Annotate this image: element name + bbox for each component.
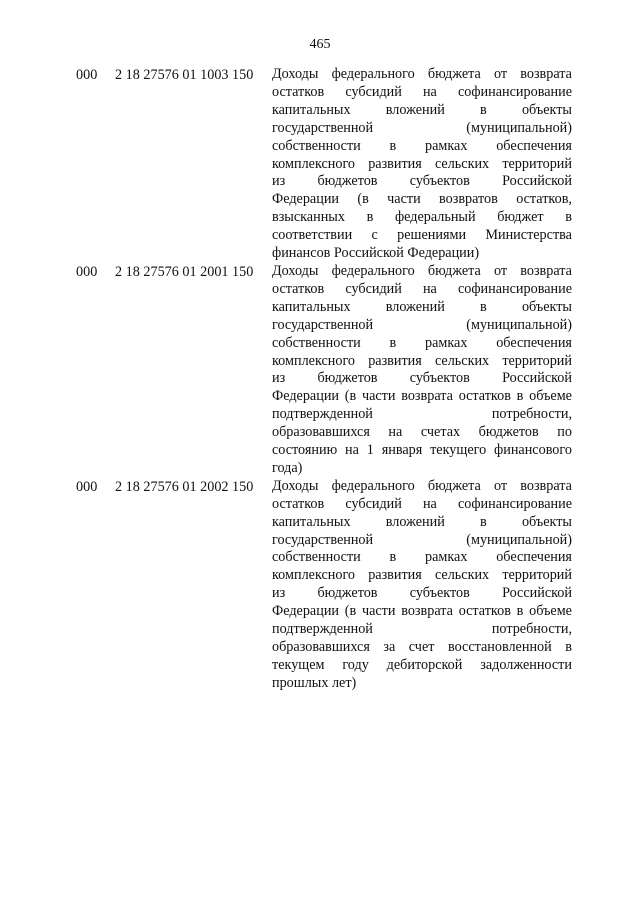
description-line bbox=[272, 424, 572, 442]
description-word: бюджета bbox=[427, 262, 481, 279]
description-word: объеме bbox=[529, 603, 572, 620]
description-word: (в bbox=[344, 603, 357, 620]
description-word: из bbox=[272, 370, 286, 387]
description-word: комплексного bbox=[272, 567, 356, 584]
description-word: части bbox=[361, 603, 396, 620]
budget-entry bbox=[0, 66, 640, 263]
description-word: субсидий bbox=[345, 280, 402, 297]
description-word: подтвержденной bbox=[272, 406, 373, 423]
description-line bbox=[272, 639, 572, 657]
description-word: Российской bbox=[502, 370, 572, 387]
description-word: в bbox=[565, 639, 572, 655]
description-line bbox=[272, 156, 572, 174]
description-word: счет bbox=[408, 639, 435, 655]
description-word: состоянию bbox=[272, 442, 338, 459]
description-word: финансов Российской Федерации) bbox=[272, 245, 480, 262]
description-word: возврата bbox=[401, 603, 453, 620]
description-word: бюджета bbox=[427, 477, 481, 494]
description-word: в bbox=[480, 101, 487, 118]
description-word: Российской bbox=[502, 173, 572, 190]
description-line bbox=[272, 227, 572, 245]
entry-description bbox=[272, 478, 572, 693]
description-word: комплексного bbox=[272, 155, 356, 172]
description-word: остатков bbox=[272, 83, 325, 100]
description-word: соответствии bbox=[272, 227, 353, 244]
budget-classification-code: 2 18 27576 01 2002 150 bbox=[115, 478, 254, 495]
description-word: текущем bbox=[272, 656, 325, 673]
description-word: бюджетов bbox=[478, 424, 539, 441]
description-word: капитальных bbox=[272, 513, 351, 530]
description-word: сельских bbox=[434, 567, 490, 584]
description-word: от bbox=[493, 66, 508, 82]
description-word: Доходы bbox=[272, 477, 319, 494]
description-word: собственности bbox=[272, 549, 361, 566]
description-word: остатков bbox=[458, 603, 511, 620]
description-word: в bbox=[389, 137, 397, 154]
description-word: в bbox=[389, 549, 397, 566]
description-word: обеспечения bbox=[496, 334, 572, 351]
description-word: развития bbox=[368, 155, 422, 172]
description-word: части bbox=[387, 191, 421, 208]
description-line bbox=[272, 263, 572, 281]
description-word: капитальных bbox=[272, 298, 351, 315]
description-word: остатков bbox=[458, 388, 511, 405]
budget-classification-code: 2 18 27576 01 2001 150 bbox=[115, 263, 254, 280]
admin-code: 000 bbox=[76, 478, 98, 495]
description-word: от bbox=[493, 262, 508, 279]
description-line bbox=[272, 299, 572, 317]
description-line bbox=[272, 514, 572, 532]
description-word: государственной bbox=[272, 316, 374, 333]
description-line bbox=[272, 281, 572, 299]
description-line bbox=[272, 317, 572, 335]
description-word: Доходы bbox=[272, 262, 319, 279]
description-line bbox=[272, 460, 572, 478]
description-line bbox=[272, 388, 572, 406]
description-word: в bbox=[366, 209, 374, 226]
description-word: на bbox=[388, 424, 403, 441]
description-word: Министерства bbox=[485, 227, 572, 244]
description-word: текущего bbox=[430, 442, 487, 459]
description-word: рамках bbox=[424, 334, 468, 351]
description-word: восстановленной bbox=[447, 639, 552, 655]
description-word: обеспечения bbox=[496, 549, 572, 566]
description-word: Федерации bbox=[272, 191, 340, 208]
description-line bbox=[272, 353, 572, 371]
description-word: за bbox=[383, 639, 396, 655]
description-word: в bbox=[565, 209, 572, 226]
description-word: территорий bbox=[502, 155, 572, 172]
description-word: федерального bbox=[331, 262, 415, 279]
description-word: софинансирование bbox=[457, 495, 572, 512]
description-word: 1 bbox=[366, 442, 374, 459]
description-word: софинансирование bbox=[457, 83, 572, 100]
description-word: возврата bbox=[401, 388, 453, 405]
description-word: с bbox=[371, 227, 378, 244]
budget-classification-code: 2 18 27576 01 1003 150 bbox=[115, 67, 254, 83]
description-word: января bbox=[381, 442, 423, 459]
budget-entry bbox=[0, 478, 640, 693]
entry-description bbox=[272, 66, 572, 263]
description-word: субъектов bbox=[409, 370, 470, 387]
description-word: сельских bbox=[434, 352, 490, 369]
description-word: по bbox=[557, 424, 572, 441]
description-word: образовавшихся bbox=[272, 424, 370, 441]
description-word: федерального bbox=[331, 477, 415, 494]
description-word: на bbox=[422, 83, 437, 100]
description-word: объекты bbox=[521, 513, 572, 530]
description-word: задолженности bbox=[480, 656, 572, 673]
description-word: взысканных bbox=[272, 209, 345, 226]
description-word: в bbox=[389, 334, 397, 351]
description-word: (в bbox=[357, 191, 369, 208]
description-word: возврата bbox=[520, 66, 572, 82]
description-word: году bbox=[342, 656, 369, 673]
description-line bbox=[272, 442, 572, 460]
description-line bbox=[272, 549, 572, 567]
description-line bbox=[272, 335, 572, 353]
description-word: софинансирование bbox=[457, 280, 572, 297]
description-line bbox=[272, 102, 572, 120]
description-word: сельских bbox=[434, 155, 490, 172]
description-line bbox=[272, 370, 572, 388]
description-word: бюджетов bbox=[317, 173, 378, 190]
description-word: субсидий bbox=[345, 495, 402, 512]
page-number: 465 bbox=[309, 37, 331, 52]
description-word: субъектов bbox=[409, 173, 470, 190]
description-line bbox=[272, 675, 572, 693]
description-word: остатков bbox=[272, 495, 325, 512]
description-word: государственной bbox=[272, 119, 374, 136]
description-line bbox=[272, 532, 572, 550]
description-word: Российской bbox=[502, 585, 572, 602]
description-word: остатков, bbox=[516, 191, 572, 208]
description-word: от bbox=[493, 477, 508, 494]
description-word: в bbox=[480, 298, 487, 315]
description-word: (муниципальной) bbox=[466, 531, 572, 548]
description-word: территорий bbox=[502, 352, 572, 369]
description-word: государственной bbox=[272, 531, 374, 548]
description-line bbox=[272, 567, 572, 585]
description-word: вложений bbox=[385, 298, 445, 315]
description-line bbox=[272, 209, 572, 227]
description-word: развития bbox=[368, 352, 422, 369]
description-line bbox=[272, 621, 572, 639]
description-word: Федерации bbox=[272, 603, 340, 620]
description-word: остатков bbox=[272, 280, 325, 297]
entry-description bbox=[272, 263, 572, 478]
description-line bbox=[272, 191, 572, 209]
admin-code: 000 bbox=[76, 263, 98, 280]
description-word: капитальных bbox=[272, 101, 351, 118]
description-word: на bbox=[345, 442, 359, 459]
description-word: года) bbox=[272, 459, 303, 476]
description-word: бюджетов bbox=[317, 370, 378, 387]
description-line bbox=[272, 138, 572, 156]
description-word: из bbox=[272, 585, 286, 602]
description-word: в bbox=[516, 388, 524, 405]
description-word: бюджета bbox=[427, 66, 481, 82]
description-word: образовавшихся bbox=[272, 639, 370, 655]
description-word: потребности, bbox=[491, 621, 572, 638]
description-line bbox=[272, 657, 572, 675]
description-line bbox=[272, 173, 572, 191]
description-word: части bbox=[361, 388, 396, 405]
description-word: возвратов bbox=[439, 191, 498, 208]
description-word: объекты bbox=[521, 298, 572, 315]
description-line bbox=[272, 406, 572, 424]
description-word: обеспечения bbox=[496, 137, 572, 154]
description-word: собственности bbox=[272, 334, 361, 351]
description-word: Доходы bbox=[272, 66, 319, 82]
description-word: бюджетов bbox=[317, 585, 378, 602]
description-word: прошлых лет) bbox=[272, 674, 357, 691]
description-word: бюджет bbox=[497, 209, 544, 226]
description-word: объеме bbox=[529, 388, 572, 405]
description-word: из bbox=[272, 173, 286, 190]
description-word: дебиторской bbox=[386, 656, 463, 673]
description-word: возврата bbox=[520, 262, 572, 279]
description-word: объекты bbox=[521, 101, 572, 118]
description-word: Федерации bbox=[272, 388, 340, 405]
description-word: вложений bbox=[385, 101, 445, 118]
description-word: собственности bbox=[272, 137, 361, 154]
budget-entries-list bbox=[0, 66, 640, 693]
description-line bbox=[272, 84, 572, 102]
description-line bbox=[272, 603, 572, 621]
description-word: рамках bbox=[424, 549, 468, 566]
description-word: субсидий bbox=[345, 83, 402, 100]
description-word: федерального bbox=[331, 66, 415, 82]
description-line bbox=[272, 245, 572, 263]
description-line bbox=[272, 120, 572, 138]
description-word: территорий bbox=[502, 567, 572, 584]
description-line bbox=[272, 585, 572, 603]
description-word: в bbox=[480, 513, 487, 530]
description-word: потребности, bbox=[491, 406, 572, 423]
description-word: в bbox=[516, 603, 524, 620]
description-word: (муниципальной) bbox=[466, 316, 572, 333]
description-word: подтвержденной bbox=[272, 621, 373, 638]
description-word: решениями bbox=[397, 227, 467, 244]
description-word: возврата bbox=[520, 477, 572, 494]
description-word: на bbox=[422, 495, 437, 512]
description-word: комплексного bbox=[272, 352, 356, 369]
description-word: на bbox=[422, 280, 437, 297]
description-line bbox=[272, 66, 572, 84]
description-word: счетах bbox=[420, 424, 461, 441]
description-word: рамках bbox=[424, 137, 468, 154]
description-line bbox=[272, 478, 572, 496]
description-word: (муниципальной) bbox=[466, 119, 572, 136]
description-word: вложений bbox=[385, 513, 445, 530]
description-word: федеральный bbox=[394, 209, 476, 226]
description-word: субъектов bbox=[409, 585, 470, 602]
description-word: финансового bbox=[494, 442, 572, 459]
admin-code: 000 bbox=[76, 67, 98, 83]
description-word: (в bbox=[344, 388, 357, 405]
budget-entry bbox=[0, 263, 640, 478]
description-line bbox=[272, 496, 572, 514]
description-word: развития bbox=[368, 567, 422, 584]
